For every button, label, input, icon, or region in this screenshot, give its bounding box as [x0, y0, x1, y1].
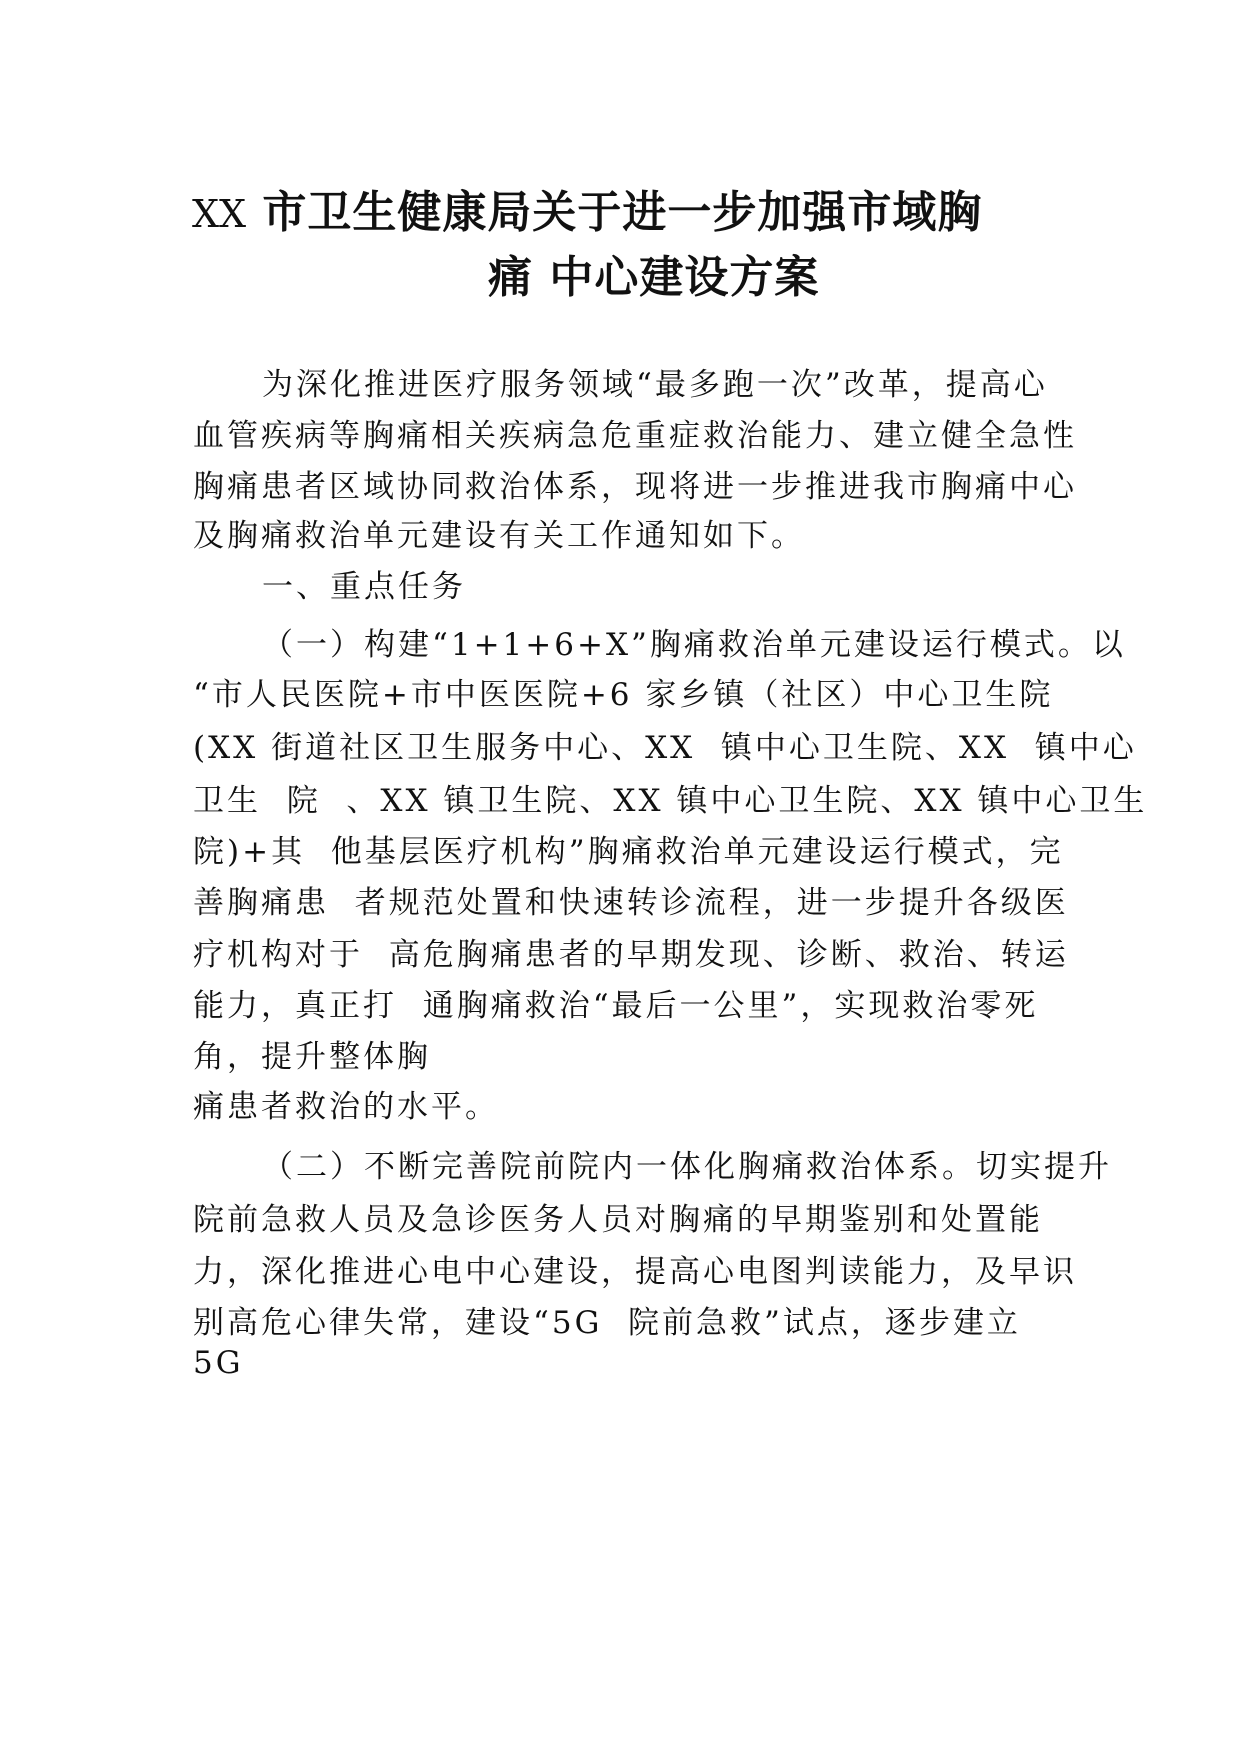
paragraph-line: 胸痛患者区域协同救治体系，现将进一步推进我市胸痛中心 [193, 469, 1077, 505]
paragraph-line: 5G [193, 1345, 244, 1381]
paragraph-line: 卫生 院 、XX 镇卫生院、XX 镇中心卫生院、XX 镇中心卫生 [193, 783, 1148, 819]
paragraph-line: （一）构建“1+1+6+X”胸痛救治单元建设运行模式。以 [262, 627, 1126, 663]
title-prefix: XX [192, 192, 247, 236]
paragraph-line: 院前急救人员及急诊医务人员对胸痛的早期鉴别和处置能 [193, 1202, 1043, 1238]
paragraph-line: 力，深化推进心电中心建设，提高心电图判读能力，及早识 [193, 1254, 1077, 1290]
paragraph-line: 能力，真正打 通胸痛救治“最后一公里”，实现救治零死 [193, 988, 1039, 1024]
paragraph-line: 血管疾病等胸痛相关疾病急危重症救治能力、建立健全急性 [193, 418, 1077, 454]
paragraph-line: (XX 街道社区卫生服务中心、XX 镇中心卫生院、XX 镇中心 [193, 730, 1137, 766]
document-title-line-1 [192, 183, 1132, 244]
paragraph-line: 善胸痛患 者规范处置和快速转诊流程，进一步提升各级医 [193, 885, 1069, 921]
paragraph-line: 为深化推进医疗服务领域“最多跑一次”改革，提高心 [262, 367, 1048, 403]
paragraph-line: 痛患者救治的水平。 [193, 1089, 499, 1125]
document-title-line-2: 痛 中心建设方案 [488, 252, 820, 303]
paragraph-line: （二）不断完善院前院内一体化胸痛救治体系。切实提升 [262, 1149, 1112, 1185]
paragraph-line: 别高危心律失常，建设“5G 院前急救”试点，逐步建立 [193, 1305, 1021, 1341]
paragraph-line: 院)+其 他基层医疗机构”胸痛救治单元建设运行模式，完 [193, 834, 1064, 870]
title-line-1-text: 市卫生健康局关于进一步加强市域胸 [246, 187, 983, 238]
paragraph-line: 疗机构对于 高危胸痛患者的早期发现、诊断、救治、转运 [193, 937, 1069, 973]
paragraph-line: 角，提升整体胸 [193, 1039, 431, 1075]
paragraph-line: 及胸痛救治单元建设有关工作通知如下。 [193, 518, 805, 554]
paragraph-line: “市人民医院+市中医医院+6 家乡镇（社区）中心卫生院 [193, 677, 1054, 713]
section-heading: 一、重点任务 [262, 569, 466, 605]
